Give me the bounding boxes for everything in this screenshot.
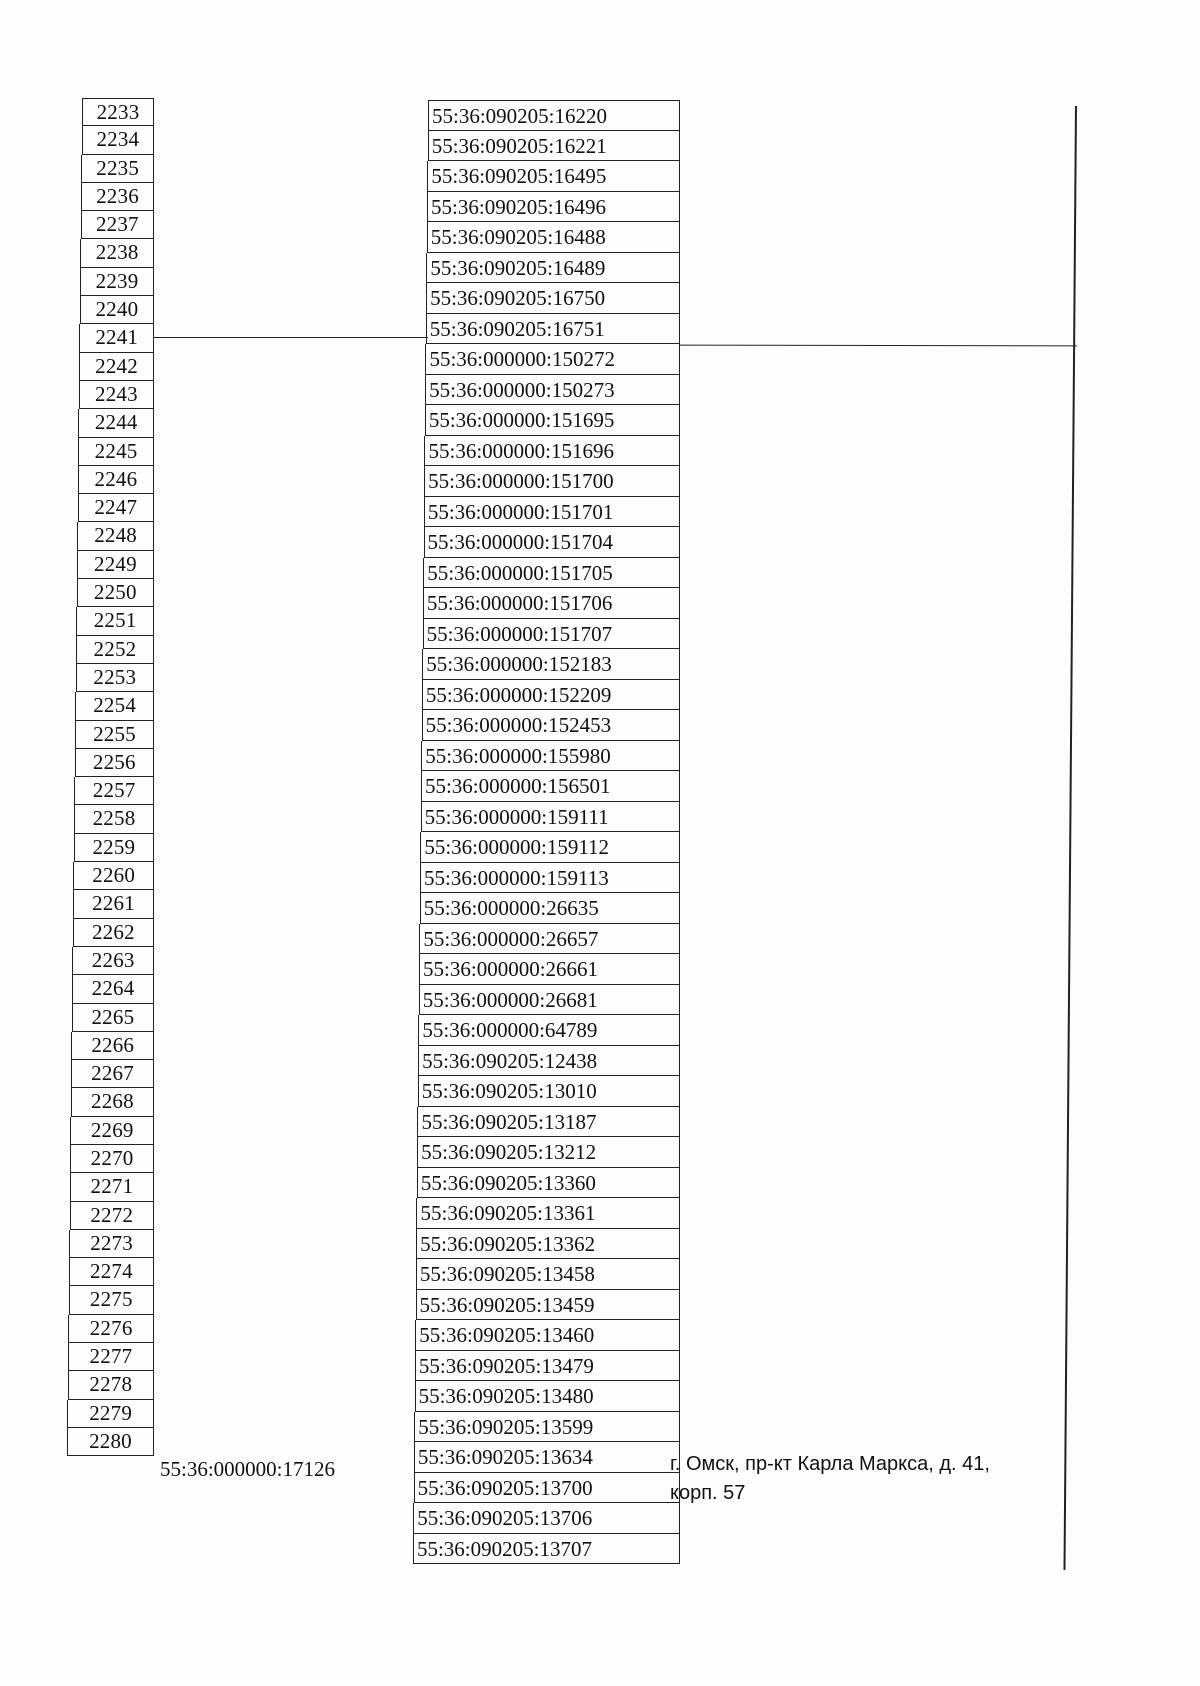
row-number-cell: 2263 xyxy=(72,947,154,975)
row-number-cell: 2268 xyxy=(71,1088,154,1116)
cadastral-number-cell: 55:36:000000:151695 xyxy=(425,405,680,436)
cadastral-number-cell: 55:36:000000:151700 xyxy=(424,466,680,497)
cadastral-number-cell: 55:36:090205:16751 xyxy=(426,314,680,345)
row-number-cell: 2278 xyxy=(68,1371,154,1399)
cadastral-number-cell: 55:36:000000:151704 xyxy=(424,527,680,558)
row-number-cell: 2254 xyxy=(75,692,154,720)
row-number-cell: 2274 xyxy=(69,1258,154,1286)
cadastral-number-cell: 55:36:090205:13700 xyxy=(414,1473,680,1504)
cadastral-number-column xyxy=(416,100,680,1564)
row-number-cell: 2250 xyxy=(77,579,154,607)
cadastral-number-cell: 55:36:090205:16221 xyxy=(428,131,680,162)
cadastral-number-cell: 55:36:090205:13599 xyxy=(414,1412,680,1443)
row-number-cell: 2238 xyxy=(80,239,154,267)
cadastral-number-cell: 55:36:090205:13360 xyxy=(417,1168,680,1199)
cadastral-number-cell: 55:36:000000:152209 xyxy=(422,680,680,711)
row-number-cell: 2266 xyxy=(71,1032,154,1060)
row-number-cell: 2260 xyxy=(73,862,154,890)
cadastral-number-cell: 55:36:090205:16496 xyxy=(427,192,680,223)
cadastral-number-cell: 55:36:090205:13460 xyxy=(415,1320,680,1351)
row-number-cell: 2275 xyxy=(69,1286,154,1314)
cadastral-number-cell: 55:36:000000:152453 xyxy=(422,710,680,741)
row-number-column xyxy=(82,98,154,1456)
row-number-cell: 2280 xyxy=(67,1428,154,1456)
row-number-cell: 2269 xyxy=(70,1117,154,1145)
row-number-cell: 2257 xyxy=(74,777,154,805)
row-number-cell: 2244 xyxy=(78,409,154,437)
row-number-cell: 2279 xyxy=(67,1400,154,1428)
cadastral-number-cell: 55:36:090205:16220 xyxy=(428,100,680,131)
cadastral-number-cell: 55:36:090205:13361 xyxy=(416,1198,680,1229)
row-number-cell: 2256 xyxy=(75,749,154,777)
cadastral-number-cell: 55:36:000000:159113 xyxy=(420,863,680,894)
cadastral-number-cell: 55:36:090205:13458 xyxy=(416,1259,680,1290)
cadastral-number-cell: 55:36:000000:26635 xyxy=(420,893,680,924)
cadastral-number-cell: 55:36:000000:151707 xyxy=(423,619,680,650)
row-number-cell: 2234 xyxy=(82,126,154,154)
cadastral-number-cell: 55:36:000000:26657 xyxy=(419,924,680,955)
cadastral-number-cell: 55:36:090205:13634 xyxy=(414,1442,680,1473)
row-number-cell: 2262 xyxy=(73,919,154,947)
cadastral-number-cell: 55:36:090205:16489 xyxy=(426,253,680,284)
group-separator-left xyxy=(154,337,428,338)
row-number-cell: 2265 xyxy=(72,1004,154,1032)
cadastral-number-cell: 55:36:090205:13479 xyxy=(415,1351,680,1382)
cadastral-number-cell: 55:36:090205:13362 xyxy=(416,1229,680,1260)
group-separator-right xyxy=(680,345,1077,347)
row-number-cell: 2264 xyxy=(72,975,154,1003)
row-number-cell: 2258 xyxy=(74,805,154,833)
row-number-cell: 2240 xyxy=(80,296,154,324)
cadastral-number-cell: 55:36:090205:16750 xyxy=(426,283,680,314)
cadastral-number-cell: 55:36:000000:150272 xyxy=(425,344,680,375)
cadastral-number-cell: 55:36:000000:155980 xyxy=(421,741,680,772)
cadastral-number-cell: 55:36:090205:16488 xyxy=(427,222,680,253)
row-number-cell: 2270 xyxy=(70,1145,154,1173)
building-cadastral-number: 55:36:000000:17126 xyxy=(160,1457,336,1481)
cadastral-number-cell: 55:36:000000:152183 xyxy=(422,649,680,680)
cadastral-number-cell: 55:36:090205:13187 xyxy=(417,1107,680,1138)
object-address: г. Омск, пр-кт Карла Маркса, д. 41, корп. 57 xyxy=(670,1453,990,1504)
row-number-cell: 2235 xyxy=(81,155,154,183)
cadastral-number-cell: 55:36:000000:151706 xyxy=(423,588,680,619)
row-number-cell: 2249 xyxy=(77,551,154,579)
table-right-border xyxy=(1064,106,1077,1570)
cadastral-number-cell: 55:36:090205:13010 xyxy=(418,1076,680,1107)
row-number-cell: 2271 xyxy=(70,1173,154,1201)
cadastral-number-cell: 55:36:000000:159112 xyxy=(420,832,680,863)
row-number-cell: 2242 xyxy=(79,353,154,381)
cadastral-number-cell: 55:36:000000:26681 xyxy=(419,985,680,1016)
row-number-cell: 2239 xyxy=(80,268,154,296)
cadastral-number-cell: 55:36:000000:150273 xyxy=(425,375,680,406)
row-number-cell: 2252 xyxy=(76,636,154,664)
row-number-cell: 2241 xyxy=(79,324,154,352)
row-number-cell: 2276 xyxy=(68,1315,154,1343)
cadastral-number-cell: 55:36:000000:151701 xyxy=(424,497,680,528)
cadastral-number-cell: 55:36:090205:13212 xyxy=(417,1137,680,1168)
row-number-cell: 2261 xyxy=(73,890,154,918)
row-number-cell: 2277 xyxy=(68,1343,154,1371)
cadastral-number-cell: 55:36:090205:12438 xyxy=(418,1046,680,1077)
row-number-cell: 2248 xyxy=(77,522,154,550)
cadastral-number-cell: 55:36:000000:151696 xyxy=(424,436,680,467)
row-number-cell: 2246 xyxy=(78,466,154,494)
cadastral-number-cell: 55:36:090205:13480 xyxy=(415,1381,680,1412)
row-number-cell: 2245 xyxy=(78,438,154,466)
row-number-cell: 2255 xyxy=(75,721,154,749)
row-number-cell: 2273 xyxy=(69,1230,154,1258)
row-number-cell: 2233 xyxy=(82,98,154,126)
row-number-cell: 2259 xyxy=(74,834,154,862)
cadastral-number-cell: 55:36:000000:64789 xyxy=(418,1015,680,1046)
cadastral-number-cell: 55:36:000000:156501 xyxy=(421,771,680,802)
row-number-cell: 2236 xyxy=(81,183,154,211)
cadastral-number-cell: 55:36:090205:13706 xyxy=(413,1503,680,1534)
row-number-cell: 2237 xyxy=(81,211,154,239)
cadastral-number-cell: 55:36:000000:151705 xyxy=(423,558,680,589)
cadastral-number-cell: 55:36:090205:13459 xyxy=(416,1290,680,1321)
row-number-cell: 2267 xyxy=(71,1060,154,1088)
row-number-cell: 2247 xyxy=(78,494,154,522)
cadastral-number-cell: 55:36:000000:159111 xyxy=(421,802,680,833)
cadastral-number-cell: 55:36:000000:26661 xyxy=(419,954,680,985)
row-number-cell: 2253 xyxy=(76,664,154,692)
cadastral-number-cell: 55:36:090205:13707 xyxy=(413,1534,680,1565)
row-number-cell: 2243 xyxy=(79,381,154,409)
row-number-cell: 2251 xyxy=(76,607,154,635)
cadastral-number-cell: 55:36:090205:16495 xyxy=(427,161,680,192)
row-number-cell: 2272 xyxy=(70,1202,154,1230)
